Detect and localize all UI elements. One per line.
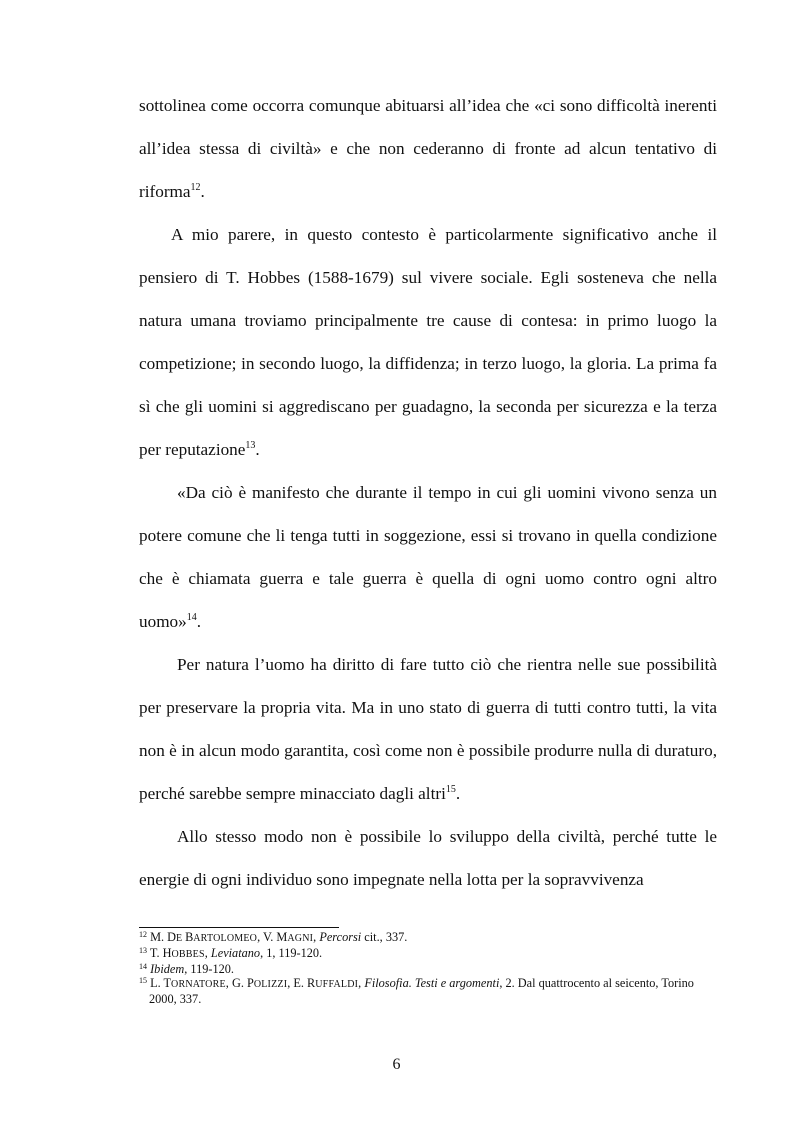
footnote-author-sc: E bbox=[176, 933, 186, 944]
footnote-ref-13[interactable]: 13 bbox=[245, 440, 256, 451]
footnote-tail: , 119-120. bbox=[184, 962, 234, 976]
paragraph-5 bbox=[139, 815, 717, 901]
footnote-number: 14 bbox=[139, 962, 147, 971]
footnote-tail: , 1, 119-120. bbox=[260, 946, 323, 960]
footnote-separator-text: , bbox=[313, 930, 320, 944]
footnote-separator-text: , bbox=[204, 946, 211, 960]
footnote-author-sc: UFFALDI bbox=[315, 979, 359, 990]
page-number: 6 bbox=[392, 1056, 401, 1073]
footnote-tail: cit., 337. bbox=[361, 930, 408, 944]
footnote-number: 12 bbox=[139, 930, 147, 939]
paragraph-5-text: Allo stesso modo non è possibile lo sviluppo della civiltà, perché tutte le energie di ogni individuo sono impegnate nella lotta per la sopravvivenza bbox=[139, 827, 717, 889]
paragraph-4-text: Per natura l’uomo ha diritto di fare tutto ciò che rientra nelle sue possibilità per preservare la propria vita. Ma in uno stato di guerra di tutti contro tutti, la vita non è in alcun modo garantita, così come non è possibile produrre nulla di duraturo, perché sarebbe sempre minacciato dagli altri bbox=[139, 655, 717, 803]
paragraph-3-quote: «Da ciò è manifesto che durante il tempo in cui gli uomini vivono senza un potere comune che li tenga tutti in soggezione, essi si trovano in quella condizione che è chiamata guerra e tale guerra è quella di ogni uomo contro ogni altro uomo»$^{14}$. bbox=[139, 483, 717, 631]
paragraph-1-text: sottolinea come occorra comunque abituarsi all’idea che «ci sono difficoltà inerenti all’idea stessa di civiltà» e che non cederanno di fronte ad alcun tentativo di riforma bbox=[139, 96, 717, 201]
footnote-tail: , 2. Dal quattrocento al seicento, Torino 2000, 337. bbox=[149, 976, 694, 1006]
footnote-author: B bbox=[185, 930, 194, 944]
footnote-title: Filosofia. Testi e argomenti bbox=[364, 976, 500, 990]
footnote-title: Percorsi bbox=[319, 930, 362, 944]
footnotes bbox=[139, 930, 719, 1006]
footnote-ref-15[interactable]: 15 bbox=[445, 784, 456, 795]
footnote-ref-14[interactable]: 14 bbox=[186, 612, 197, 623]
footnote-author: L. T bbox=[150, 976, 172, 990]
footnote-author-sc: OLIZZI bbox=[253, 979, 288, 990]
footnote-ref-12[interactable]: 12 bbox=[190, 182, 201, 193]
footnote-author-sc: OBBES bbox=[171, 949, 205, 960]
footnote-title: Leviatano bbox=[210, 946, 261, 960]
footnote-author: , E. R bbox=[287, 976, 316, 990]
footnote-author-sc: ORNATORE bbox=[171, 979, 226, 990]
footnote-author-sc: AGNI bbox=[287, 933, 314, 944]
footnote-15 bbox=[139, 976, 719, 1006]
footnote-author-sc: ARTOLOMEO bbox=[193, 933, 258, 944]
footnote-12 bbox=[139, 930, 719, 946]
body-text bbox=[139, 84, 717, 901]
paragraph-3-text: «Da ciò è manifesto che durante il tempo in cui gli uomini vivono senza un potere comune che li tenga tutti in soggezione, essi si trovano in quella condizione che è chiamata guerra e tale guerra è quella di ogni uomo contro ogni altro uomo» bbox=[139, 483, 717, 631]
paragraph-1: sottolinea come occorra comunque abituarsi all’idea che «ci sono difficoltà inerenti all’idea stessa di civiltà» e che non cederanno di fronte ad alcun tentativo di riforma$^{12}$. bbox=[139, 96, 717, 201]
paragraph-4: Per natura l’uomo ha diritto di fare tutto ciò che rientra nelle sue possibilità per preservare la propria vita. Ma in uno stato di guerra di tutti contro tutti, la vita non è in alcun modo garantita, così come non è possibile produrre nulla di duraturo, perché sarebbe sempre minacciato dagli altri$^{15}$. bbox=[139, 655, 717, 803]
footnote-separator bbox=[139, 927, 339, 928]
footnote-14 bbox=[139, 962, 719, 976]
paragraph-2: A mio parere, in questo contesto è particolarmente significativo anche il pensiero di T. Hobbes (1588-1679) sul vivere sociale. Egli sosteneva che nella natura umana troviamo principalmente tre cause di contesa: in primo luogo la competizione; in secondo luogo, la diffidenza; in terzo luogo, la gloria. La prima fa sì che gli uomini si aggrediscano per guadagno, la seconda per sicurezza e la terza per reputazione$^{13}$. bbox=[139, 225, 717, 459]
footnote-number: 15 bbox=[139, 976, 147, 985]
footnote-title: Ibidem bbox=[150, 962, 185, 976]
footnote-number: 13 bbox=[139, 946, 147, 955]
footnote-author: , V. M bbox=[257, 930, 288, 944]
footnote-author: M. D bbox=[150, 930, 177, 944]
footnote-author: , G. P bbox=[225, 976, 254, 990]
footnote-author: T. H bbox=[149, 946, 172, 960]
footnote-13 bbox=[139, 946, 719, 962]
paragraph-2-text: A mio parere, in questo contesto è particolarmente significativo anche il pensiero di T. Hobbes (1588-1679) sul vivere sociale. Egli sosteneva che nella natura umana troviamo principalmente tre cause di contesa: in primo luogo la competizione; in secondo luogo, la diffidenza; in terzo luogo, la gloria. La prima fa sì che gli uomini si aggrediscano per guadagno, la seconda per sicurezza e la terza per reputazione bbox=[139, 225, 717, 459]
footnote-separator-text: , bbox=[358, 976, 365, 990]
